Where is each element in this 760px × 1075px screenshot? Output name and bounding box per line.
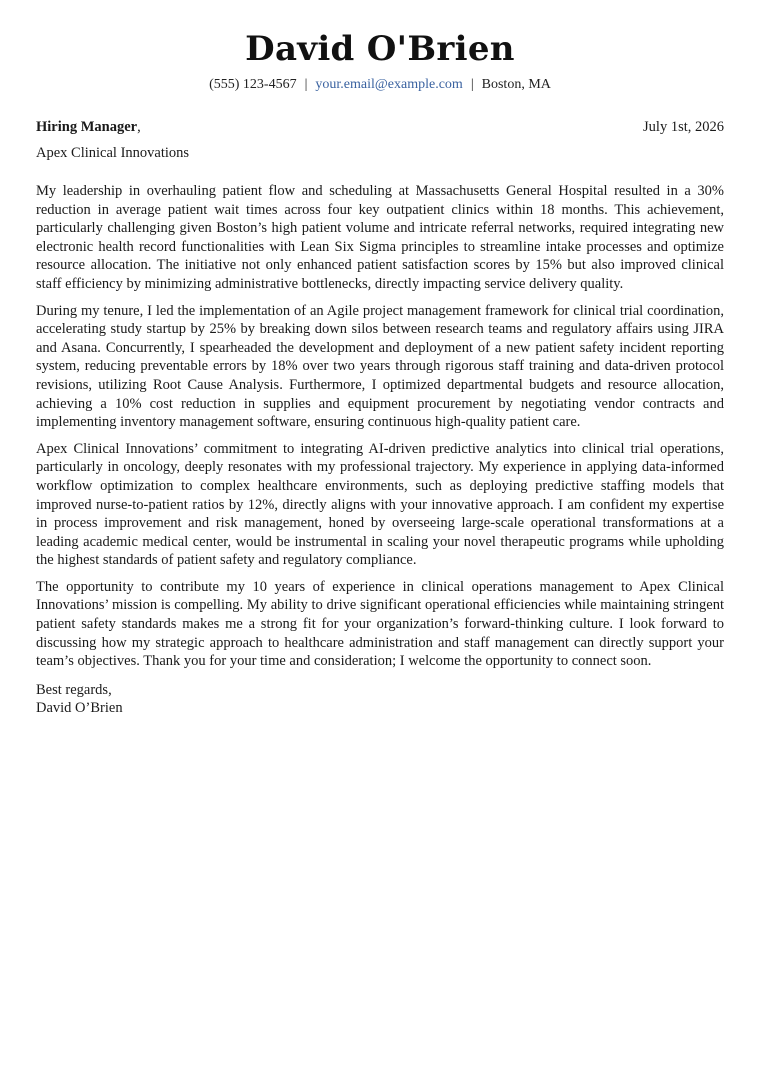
cover-letter-page [36, 0, 724, 718]
body-paragraph: My leadership in overhauling patient flow and scheduling at Massachusetts General Hospital resulted in a 30% reduction in average patient wait times across four key outpatient clinics within 18 months. This achievement, particularly challenging given Boston’s high patient volume and intricate referral networks, required integrating new electronic health record functionalities with Lean Six Sigma principles to streamline intake processes and optimize resource allocation. The initiative not only enhanced patient satisfaction scores by 15% but also improved clinical staff efficiency by minimizing administrative bottlenecks, directly impacting service delivery quality. [36, 183, 724, 292]
contact-separator: | [470, 77, 474, 92]
email-link[interactable]: your.email@example.com [315, 77, 463, 92]
recipient-line [36, 118, 141, 136]
letter-date: July 1st, 2026 [643, 119, 724, 135]
closing-phrase: Best regards, [36, 681, 112, 698]
letter-header-row [36, 118, 724, 136]
contact-line [36, 76, 724, 94]
contact-separator: | [304, 77, 308, 92]
recipient-company: Apex Clinical Innovations [36, 145, 190, 161]
body-paragraph: Apex Clinical Innovations’ commitment to integrating AI-driven predictive analytics into clinical trial operations, particularly in oncology, deeply resonates with my professional trajectory. My experience in applying data-informed workflow optimization to complex healthcare environments, such as deploying predictive staffing models that improved nurse-to-patient ratios by 12%, directly aligns with your innovative approach. I am confident my expertise in process improvement and risk management, honed by overseeing large-scale operational transformations at a leading academic medical center, would be instrumental in scaling your novel therapeutic programs while upholding the highest standards of patient safety and regulatory compliance. [36, 440, 724, 569]
signature-name: David O’Brien [36, 700, 123, 717]
phone-number: (555) 123-4567 [209, 77, 297, 92]
recipient-comma: , [137, 119, 141, 135]
letter-closing [36, 681, 724, 718]
body-paragraph: The opportunity to contribute my 10 years of experience in clinical operations management to Apex Clinical Innovations’ mission is compelling. My ability to drive significant operational efficiencies while maintaining stringent patient safety standards makes me a strong fit for your organization’s forward-thinking culture. I look forward to discussing how my strategic approach to healthcare administration and staff management can directly support your team’s objectives. Thank you for your time and consideration; I welcome the opportunity to connect soon. [36, 578, 724, 670]
applicant-name: David O'Brien [245, 29, 515, 69]
letter-body [36, 182, 724, 671]
recipient-name: Hiring Manager [36, 119, 138, 135]
body-paragraph: During my tenure, I led the implementation of an Agile project management framework for clinical trial coordination, accelerating study startup by 25% by breaking down silos between research teams and regulatory affairs using JIRA and Asana. Concurrently, I spearheaded the development and deployment of a new patient safety incident reporting system, reducing preventable errors by 18% over two years through rigorous staff training and data-driven protocol revisions, utilizing Root Cause Analysis. Furthermore, I optimized departmental budgets and resource allocation, achieving a 10% cost reduction in supplies and equipment procurement by negotiating vendor contracts and implementing inventory management software, ensuring continuous high-quality patient care. [36, 302, 724, 431]
location: Boston, MA [481, 77, 551, 92]
